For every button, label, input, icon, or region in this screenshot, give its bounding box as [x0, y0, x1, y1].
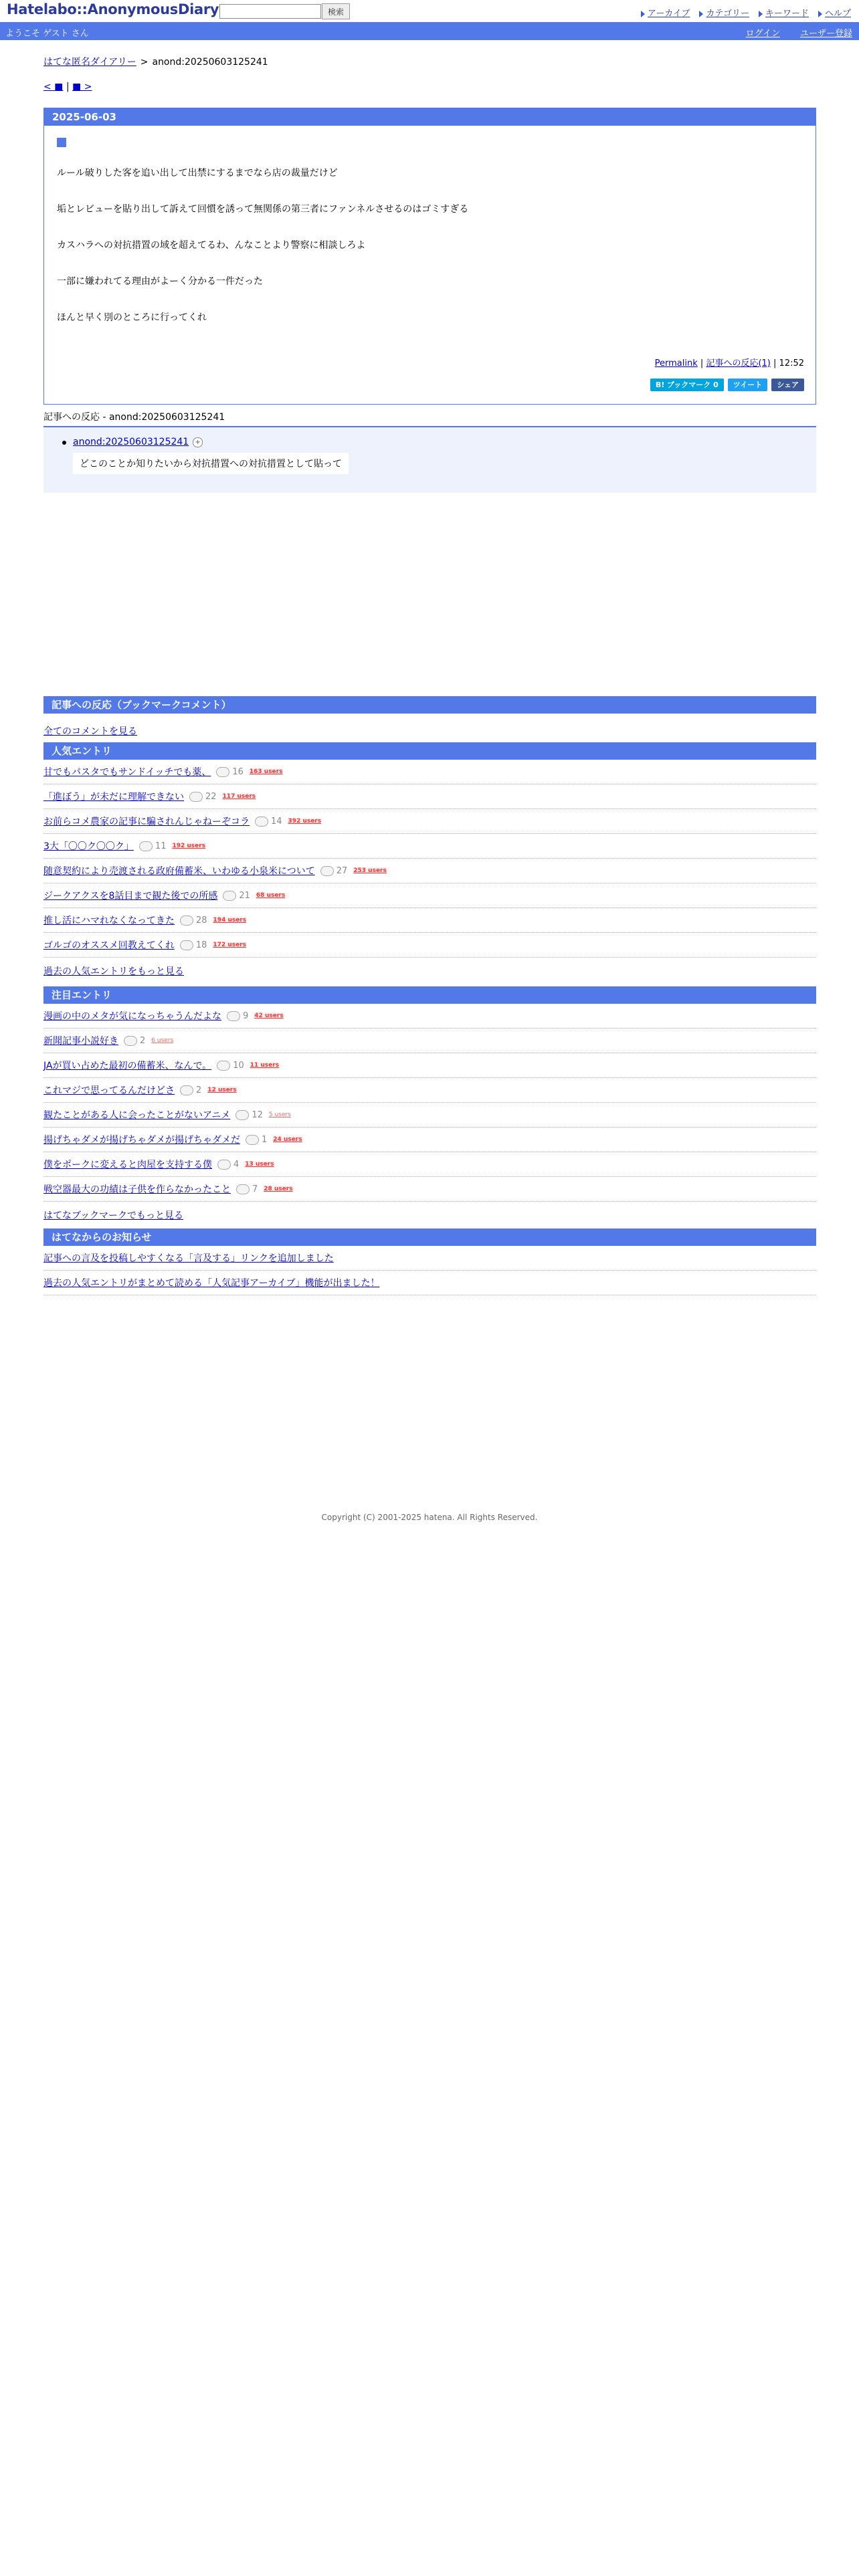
notable-more-link[interactable]: はてなブックマークでもっと見る — [43, 1210, 184, 1221]
entry-meta — [655, 356, 804, 368]
bookmark-users-badge[interactable]: 5 users — [268, 1111, 291, 1118]
comment-count-value: 16 — [232, 766, 244, 777]
notable-header: 注目エントリ — [43, 986, 816, 1004]
meta-separator: | — [700, 358, 704, 368]
comment-balloon-icon — [320, 866, 334, 876]
comment-count-value: 28 — [196, 915, 207, 926]
entry-title-link[interactable]: 漫画の中のメタが気になっちゃうんだよな — [43, 1011, 221, 1022]
nav-category[interactable] — [699, 6, 749, 19]
breadcrumb-current: anond:20250603125241 — [152, 57, 268, 68]
breadcrumb-home[interactable]: はてな匿名ダイアリー — [43, 57, 136, 68]
entry-date: 2025-06-03 — [44, 108, 816, 126]
bookmark-users-badge[interactable]: 392 users — [288, 818, 322, 825]
share-buttons — [650, 379, 804, 391]
nav-archive[interactable] — [641, 6, 690, 19]
entry-title-link[interactable]: 随意契約により売渡される政府備蓄米、いわゆる小泉米について — [43, 866, 315, 877]
expand-icon[interactable]: + — [193, 437, 203, 447]
comment-balloon-icon — [235, 1110, 249, 1120]
entry-line: カスハラへの対抗措置の域を超えてるわ、んなことより警察に相談しろよ — [57, 240, 366, 251]
responses-title: 記事への反応 - anond:20250603125241 — [43, 412, 225, 423]
entry-time: | 12:52 — [773, 358, 804, 368]
permalink[interactable]: Permalink — [654, 358, 698, 368]
comment-balloon-icon — [124, 1036, 137, 1046]
comment-count[interactable] — [223, 891, 250, 901]
entry-title-link[interactable]: 揚げちゃダメが揚げちゃダメが揚げちゃダメだ — [43, 1135, 240, 1146]
popular-header: 人気エントリ — [43, 742, 816, 760]
comment-count[interactable] — [236, 1184, 258, 1194]
comment-balloon-icon — [217, 1160, 231, 1170]
entry-row — [43, 834, 816, 859]
comment-balloon-icon — [216, 767, 229, 777]
comment-count-value: 12 — [252, 1109, 263, 1120]
bookmark-users-badge[interactable]: 42 users — [254, 1012, 284, 1019]
entry-title-link[interactable]: ジークアクスを8話目まで観た後での所感 — [43, 891, 218, 901]
entry-line: 一部に嫌われてる理由がよーく分かる一件だった — [57, 276, 263, 287]
comment-balloon-icon — [180, 916, 193, 926]
bullet-icon — [62, 441, 66, 445]
entry-row — [43, 1029, 816, 1053]
comment-count[interactable] — [246, 1135, 267, 1145]
comment-count-value: 4 — [233, 1159, 240, 1170]
triangle-right-icon — [699, 11, 703, 17]
entry-title-link[interactable]: 3大「〇〇ク〇〇ク」 — [43, 841, 134, 852]
comment-count-value: 14 — [271, 816, 282, 827]
entry-row — [43, 883, 816, 908]
news-link[interactable]: 過去の人気エントリがまとめて読める「人気記事アーカイブ」機能が出ました！ — [43, 1278, 380, 1289]
comment-count-value: 21 — [239, 890, 250, 901]
entry-title-link[interactable]: 僕をポークに変えると肉屋を支持する僕 — [43, 1160, 212, 1170]
prev-entry-link[interactable]: < ■ — [43, 82, 64, 92]
entry-row — [43, 1053, 816, 1078]
comment-balloon-icon — [180, 940, 193, 950]
comment-count-value: 22 — [205, 791, 217, 802]
response-link[interactable]: anond:20250603125241 — [73, 437, 189, 447]
entry-title-link[interactable]: 甘でもパスタでもサンドイッチでも薬、 — [43, 767, 211, 778]
comment-count[interactable] — [216, 767, 244, 777]
comment-count[interactable] — [189, 792, 217, 802]
bookmark-users-badge[interactable]: 6 users — [151, 1037, 174, 1044]
comment-count[interactable] — [180, 916, 207, 926]
next-entry-link[interactable]: ■ > — [72, 82, 92, 92]
top-nav — [641, 6, 851, 19]
triangle-right-icon — [818, 11, 822, 17]
breadcrumb-separator: > — [140, 57, 149, 68]
comment-balloon-icon — [180, 1085, 193, 1095]
comment-count[interactable] — [180, 940, 207, 950]
news-list — [43, 1246, 816, 1295]
comment-balloon-icon — [246, 1135, 259, 1145]
notable-list — [43, 1004, 816, 1202]
bookmark-comments-header: 記事への反応（ブックマークコメント） — [43, 696, 816, 714]
nav-help[interactable] — [818, 6, 851, 19]
nav-category-link[interactable]: カテゴリー — [706, 9, 749, 19]
comment-count-value: 9 — [243, 1010, 249, 1021]
triangle-right-icon — [641, 11, 645, 17]
nav-keyword-link[interactable]: キーワード — [765, 9, 809, 19]
entry-title-link[interactable]: ゴルゴのオススメ回教えてくれ — [43, 940, 175, 951]
entry-title-link[interactable]: 新聞記事小説好き — [43, 1036, 118, 1047]
comment-count-value: 18 — [195, 940, 207, 950]
entry-row — [43, 784, 816, 809]
hatena-bookmark-button[interactable]: B! ブックマーク 0 — [650, 379, 724, 391]
comment-count-value: 1 — [262, 1134, 268, 1145]
entry-row — [43, 908, 816, 933]
entry-row — [43, 859, 816, 883]
bookmark-users-badge[interactable]: 192 users — [172, 843, 206, 849]
facebook-share-button[interactable]: シェア — [771, 379, 804, 391]
comment-balloon-icon — [227, 1011, 240, 1021]
comment-count[interactable] — [139, 841, 167, 851]
all-comments-link-wrap — [43, 724, 137, 738]
bookmark-users-badge[interactable]: 28 users — [264, 1186, 293, 1192]
popular-list — [43, 760, 816, 958]
entry-title-link[interactable]: これマジで思ってるんだけどさ — [43, 1085, 175, 1096]
triangle-right-icon — [759, 11, 763, 17]
register-link[interactable]: ユーザー登録 — [799, 29, 852, 39]
comment-count-value: 11 — [155, 841, 167, 851]
comment-count[interactable] — [227, 1011, 248, 1021]
bookmark-users-badge[interactable]: 68 users — [256, 892, 286, 899]
news-item — [43, 1246, 816, 1271]
popular-more-wrap — [43, 964, 184, 978]
entry-row — [43, 1103, 816, 1128]
site-logo[interactable]: Hatelabo::AnonymousDiary — [7, 1, 219, 17]
comment-count-value: 2 — [196, 1085, 202, 1095]
comment-balloon-icon — [236, 1184, 250, 1194]
comment-count-value: 7 — [252, 1184, 258, 1194]
entry-line: ルール破りした客を追い出して出禁にするまでなら店の裁量だけど — [57, 168, 338, 179]
bookmark-users-badge[interactable]: 194 users — [213, 917, 247, 924]
footer-copyright: Copyright (C) 2001-2025 hatena. All Rights Reserved. — [321, 1513, 538, 1522]
comment-count[interactable] — [217, 1061, 244, 1071]
entry-row — [43, 1128, 816, 1152]
entry-title-link[interactable]: 推し活にハマれなくなってきた — [43, 916, 175, 926]
pager-divider: | — [66, 82, 70, 92]
entry-row — [43, 1078, 816, 1103]
entry-row — [43, 933, 816, 958]
bookmark-users-badge[interactable]: 12 users — [207, 1087, 237, 1093]
comment-count-value: 2 — [140, 1035, 146, 1046]
comment-balloon-icon — [139, 841, 153, 851]
pager — [43, 82, 92, 92]
entry-title-link[interactable]: 戦空器最大の功績は子供を作らなかったこと — [43, 1184, 231, 1195]
entry-box — [43, 108, 816, 405]
comment-balloon-icon — [255, 817, 268, 827]
search-input[interactable] — [219, 4, 321, 19]
bookmark-users-badge[interactable]: 24 users — [273, 1136, 302, 1143]
tweet-button[interactable]: ツイート — [728, 379, 767, 391]
entry-title-link[interactable]: JAが買い占めた最初の備蓄米、なんで。 — [43, 1061, 212, 1071]
breadcrumb — [43, 55, 268, 68]
reactions-link[interactable]: 記事への反応(1) — [706, 358, 771, 368]
news-header: はてなからのお知らせ — [43, 1228, 816, 1246]
user-links — [746, 26, 852, 39]
responses-box — [43, 426, 816, 493]
entry-title-square-icon[interactable] — [57, 138, 66, 147]
entry-line: ほんと早く別のところに行ってくれ — [57, 312, 207, 323]
nav-keyword[interactable] — [759, 6, 809, 19]
comment-balloon-icon — [189, 792, 203, 802]
welcome-text: ようこそ ゲスト さん — [5, 29, 89, 39]
bookmark-users-badge[interactable]: 253 users — [353, 867, 387, 874]
user-bar — [0, 22, 859, 40]
nav-help-link[interactable]: ヘルプ — [824, 9, 851, 19]
notable-more-wrap — [43, 1208, 183, 1222]
comment-count[interactable] — [320, 866, 348, 876]
top-header — [0, 0, 859, 22]
entry-row — [43, 1004, 816, 1029]
entry-title-link[interactable]: お前らコメ農家の記事に騙されんじゃねーぞコラ — [43, 817, 250, 827]
entry-row — [43, 760, 816, 784]
login-link[interactable]: ログイン — [745, 29, 780, 39]
response-quote: どこのことか知りたいから対抗措置への対抗措置として貼って — [73, 453, 349, 474]
entry-row — [43, 1152, 816, 1177]
comment-balloon-icon — [223, 891, 236, 901]
news-item — [43, 1271, 816, 1295]
comment-count[interactable] — [217, 1160, 239, 1170]
news-link[interactable]: 記事への言及を投稿しやすくなる「言及する」リンクを追加しました — [43, 1253, 334, 1264]
comment-count-value: 27 — [336, 865, 348, 876]
entry-row — [43, 1177, 816, 1202]
bookmark-users-badge[interactable]: 11 users — [250, 1062, 280, 1069]
comment-balloon-icon — [217, 1061, 230, 1071]
entry-line: 垢とレビューを貼り出して訴えて回慣を誘って無関係の第三者にファンネルさせるのはゴミすぎる — [57, 204, 469, 215]
all-comments-link[interactable]: 全てのコメントを見る — [43, 726, 137, 737]
comment-count[interactable] — [180, 1085, 201, 1095]
search-button[interactable]: 検索 — [322, 3, 350, 19]
comment-count[interactable] — [235, 1110, 263, 1120]
nav-archive-link[interactable]: アーカイブ — [647, 9, 690, 19]
bookmark-users-badge[interactable]: 117 users — [222, 793, 256, 800]
response-item — [73, 437, 203, 447]
entry-title-link[interactable]: 「進ぼう」が未だに理解できない — [43, 792, 184, 802]
comment-count-value: 10 — [233, 1060, 244, 1071]
entry-title-link[interactable]: 観たことがある人に会ったことがないアニメ — [43, 1110, 231, 1121]
bookmark-users-badge[interactable]: 163 users — [249, 768, 283, 775]
bookmark-users-badge[interactable]: 172 users — [213, 942, 246, 948]
popular-more-link[interactable]: 過去の人気エントリをもっと見る — [43, 966, 184, 977]
entry-row — [43, 809, 816, 834]
comment-count[interactable] — [255, 817, 282, 827]
bookmark-users-badge[interactable]: 13 users — [245, 1161, 274, 1168]
comment-count[interactable] — [124, 1036, 145, 1046]
